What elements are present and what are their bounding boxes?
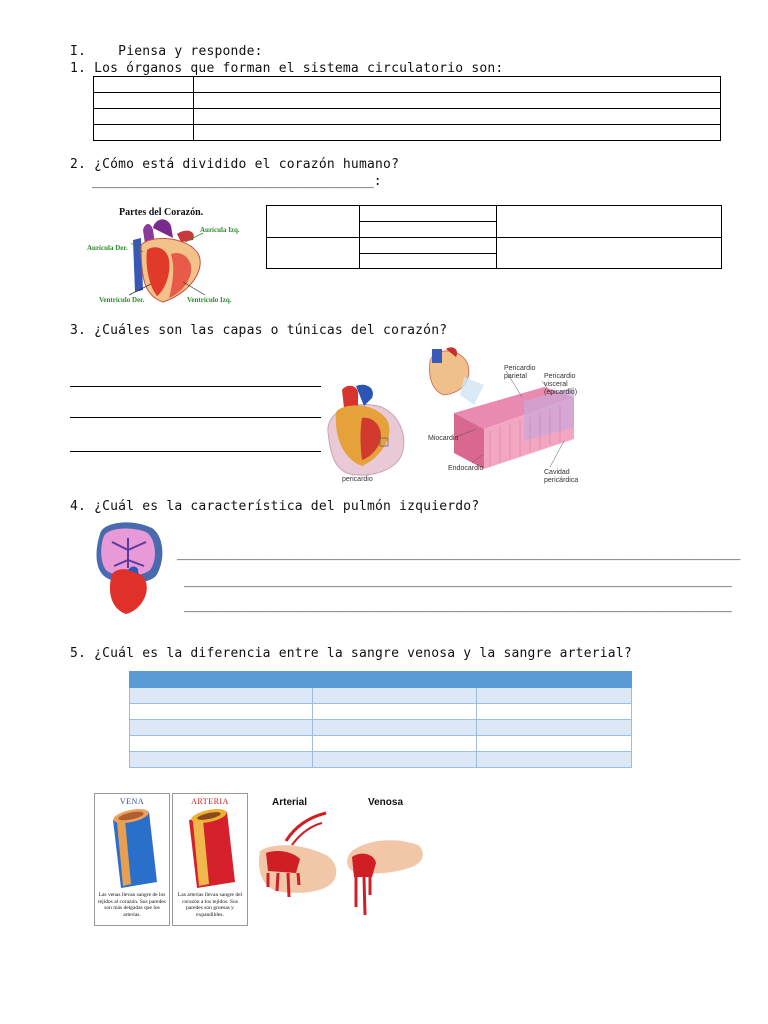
organs-table xyxy=(93,76,721,141)
table-cell[interactable] xyxy=(130,688,313,704)
pericardium-heart-image xyxy=(322,382,408,486)
label-visceral-pericardium: Pericardio visceral (epicardio) xyxy=(544,373,578,396)
pericardium-label: pericardio xyxy=(342,476,373,483)
question-1: 1. Los órganos que forman el sistema circulatorio son: xyxy=(70,61,504,76)
table-cell[interactable] xyxy=(313,752,477,768)
table-row xyxy=(267,238,722,254)
artery-illustration xyxy=(179,810,241,888)
label-left-atrium: Aurícula Izq. xyxy=(200,226,240,234)
answer-line[interactable]: ______________________________________________________________________ xyxy=(184,598,732,613)
table-cell[interactable] xyxy=(194,77,721,93)
question-2: 2. ¿Cómo está dividido el corazón humano? xyxy=(70,157,400,172)
label-venous: Venosa xyxy=(368,797,404,808)
table-cell[interactable] xyxy=(313,704,477,720)
table-cell[interactable] xyxy=(130,704,313,720)
table-cell[interactable] xyxy=(130,752,313,768)
blood-comparison-table xyxy=(129,671,632,768)
table-header-cell xyxy=(313,672,477,688)
label-pericardial-cavity: Cavidad pericárdica xyxy=(544,469,579,484)
table-cell[interactable] xyxy=(94,77,194,93)
vein-illustration xyxy=(101,810,163,888)
label-right-atrium: Aurícula Der. xyxy=(87,244,128,252)
answer-blank-2[interactable]: ____________________________________: xyxy=(92,174,382,189)
table-row xyxy=(94,93,721,109)
label-left-ventricle: Ventrículo Izq. xyxy=(187,296,232,304)
section-heading xyxy=(70,44,263,60)
label-myocardium: Miocardio xyxy=(428,435,459,442)
answer-line[interactable] xyxy=(70,417,321,418)
table-cell[interactable] xyxy=(130,736,313,752)
pericardium-illustration xyxy=(322,382,408,486)
vein-card-title: VENA xyxy=(119,797,145,806)
table-cell[interactable] xyxy=(267,238,360,269)
vein-card-text: Las venas llevan sangre de los tejidos al corazón. Sus paredes son más delgadas que los arterias. xyxy=(98,892,166,918)
table-cell[interactable] xyxy=(360,254,497,269)
table-row xyxy=(130,720,632,736)
label-arterial: Arterial xyxy=(272,797,308,808)
label-right-ventricle: Ventrículo Der. xyxy=(99,296,145,304)
table-cell[interactable] xyxy=(477,752,632,768)
table-cell[interactable] xyxy=(477,688,632,704)
heart-parts-title: Partes del Corazón. xyxy=(119,207,204,218)
bleeding-image xyxy=(256,795,428,927)
answer-line[interactable] xyxy=(70,451,321,452)
table-cell[interactable] xyxy=(360,222,497,238)
section-roman: I. xyxy=(70,44,87,59)
artery-card-title: ARTERIA xyxy=(191,797,229,806)
heart-parts-image xyxy=(85,200,240,308)
section-title: Piensa y responde: xyxy=(118,44,263,59)
table-cell[interactable] xyxy=(313,720,477,736)
artery-card xyxy=(172,793,248,926)
heart-division-table xyxy=(266,205,722,269)
table-row xyxy=(130,704,632,720)
artery-card-text: Las arterias llevan sangre del corazón a los tejidos. Sus paredes son gruesas y expandibles. xyxy=(177,892,243,918)
table-cell[interactable] xyxy=(477,736,632,752)
table-row xyxy=(130,752,632,768)
table-row xyxy=(130,688,632,704)
table-cell[interactable] xyxy=(194,109,721,125)
table-cell[interactable] xyxy=(94,125,194,141)
table-header-cell xyxy=(130,672,313,688)
table-header-cell xyxy=(477,672,632,688)
table-cell[interactable] xyxy=(267,206,360,238)
label-endocardium: Endocardio xyxy=(448,465,484,472)
answer-line[interactable] xyxy=(70,386,321,387)
table-cell[interactable] xyxy=(94,109,194,125)
table-cell[interactable] xyxy=(313,736,477,752)
table-cell[interactable] xyxy=(477,720,632,736)
answer-line[interactable]: ______________________________________________________________________ xyxy=(184,573,732,588)
lung-illustration xyxy=(92,520,168,616)
answer-line[interactable]: ________________________________________________________________________ xyxy=(177,546,741,561)
question-5: 5. ¿Cuál es la diferencia entre la sangre venosa y la sangre arterial? xyxy=(70,646,632,661)
table-row xyxy=(94,109,721,125)
vein-card xyxy=(94,793,170,926)
table-row xyxy=(94,77,721,93)
heart-layers-image xyxy=(424,347,584,487)
table-cell[interactable] xyxy=(94,93,194,109)
table-row xyxy=(267,206,722,222)
question-3: 3. ¿Cuáles son las capas o túnicas del corazón? xyxy=(70,323,448,338)
table-header-row xyxy=(130,672,632,688)
table-row xyxy=(94,125,721,141)
lung-heart-image xyxy=(92,520,168,616)
table-cell[interactable] xyxy=(477,704,632,720)
heart-illustration xyxy=(85,200,240,308)
label-parietal-pericardium: Pericardio parietal xyxy=(504,365,536,380)
table-row xyxy=(130,736,632,752)
question-4: 4. ¿Cuál es la característica del pulmón izquierdo? xyxy=(70,499,480,514)
table-cell[interactable] xyxy=(194,93,721,109)
bleeding-illustration xyxy=(256,811,428,927)
table-cell[interactable] xyxy=(497,206,722,238)
table-cell[interactable] xyxy=(194,125,721,141)
table-cell[interactable] xyxy=(497,238,722,269)
table-cell[interactable] xyxy=(360,238,497,254)
table-cell[interactable] xyxy=(313,688,477,704)
table-cell[interactable] xyxy=(360,206,497,222)
table-cell[interactable] xyxy=(130,720,313,736)
